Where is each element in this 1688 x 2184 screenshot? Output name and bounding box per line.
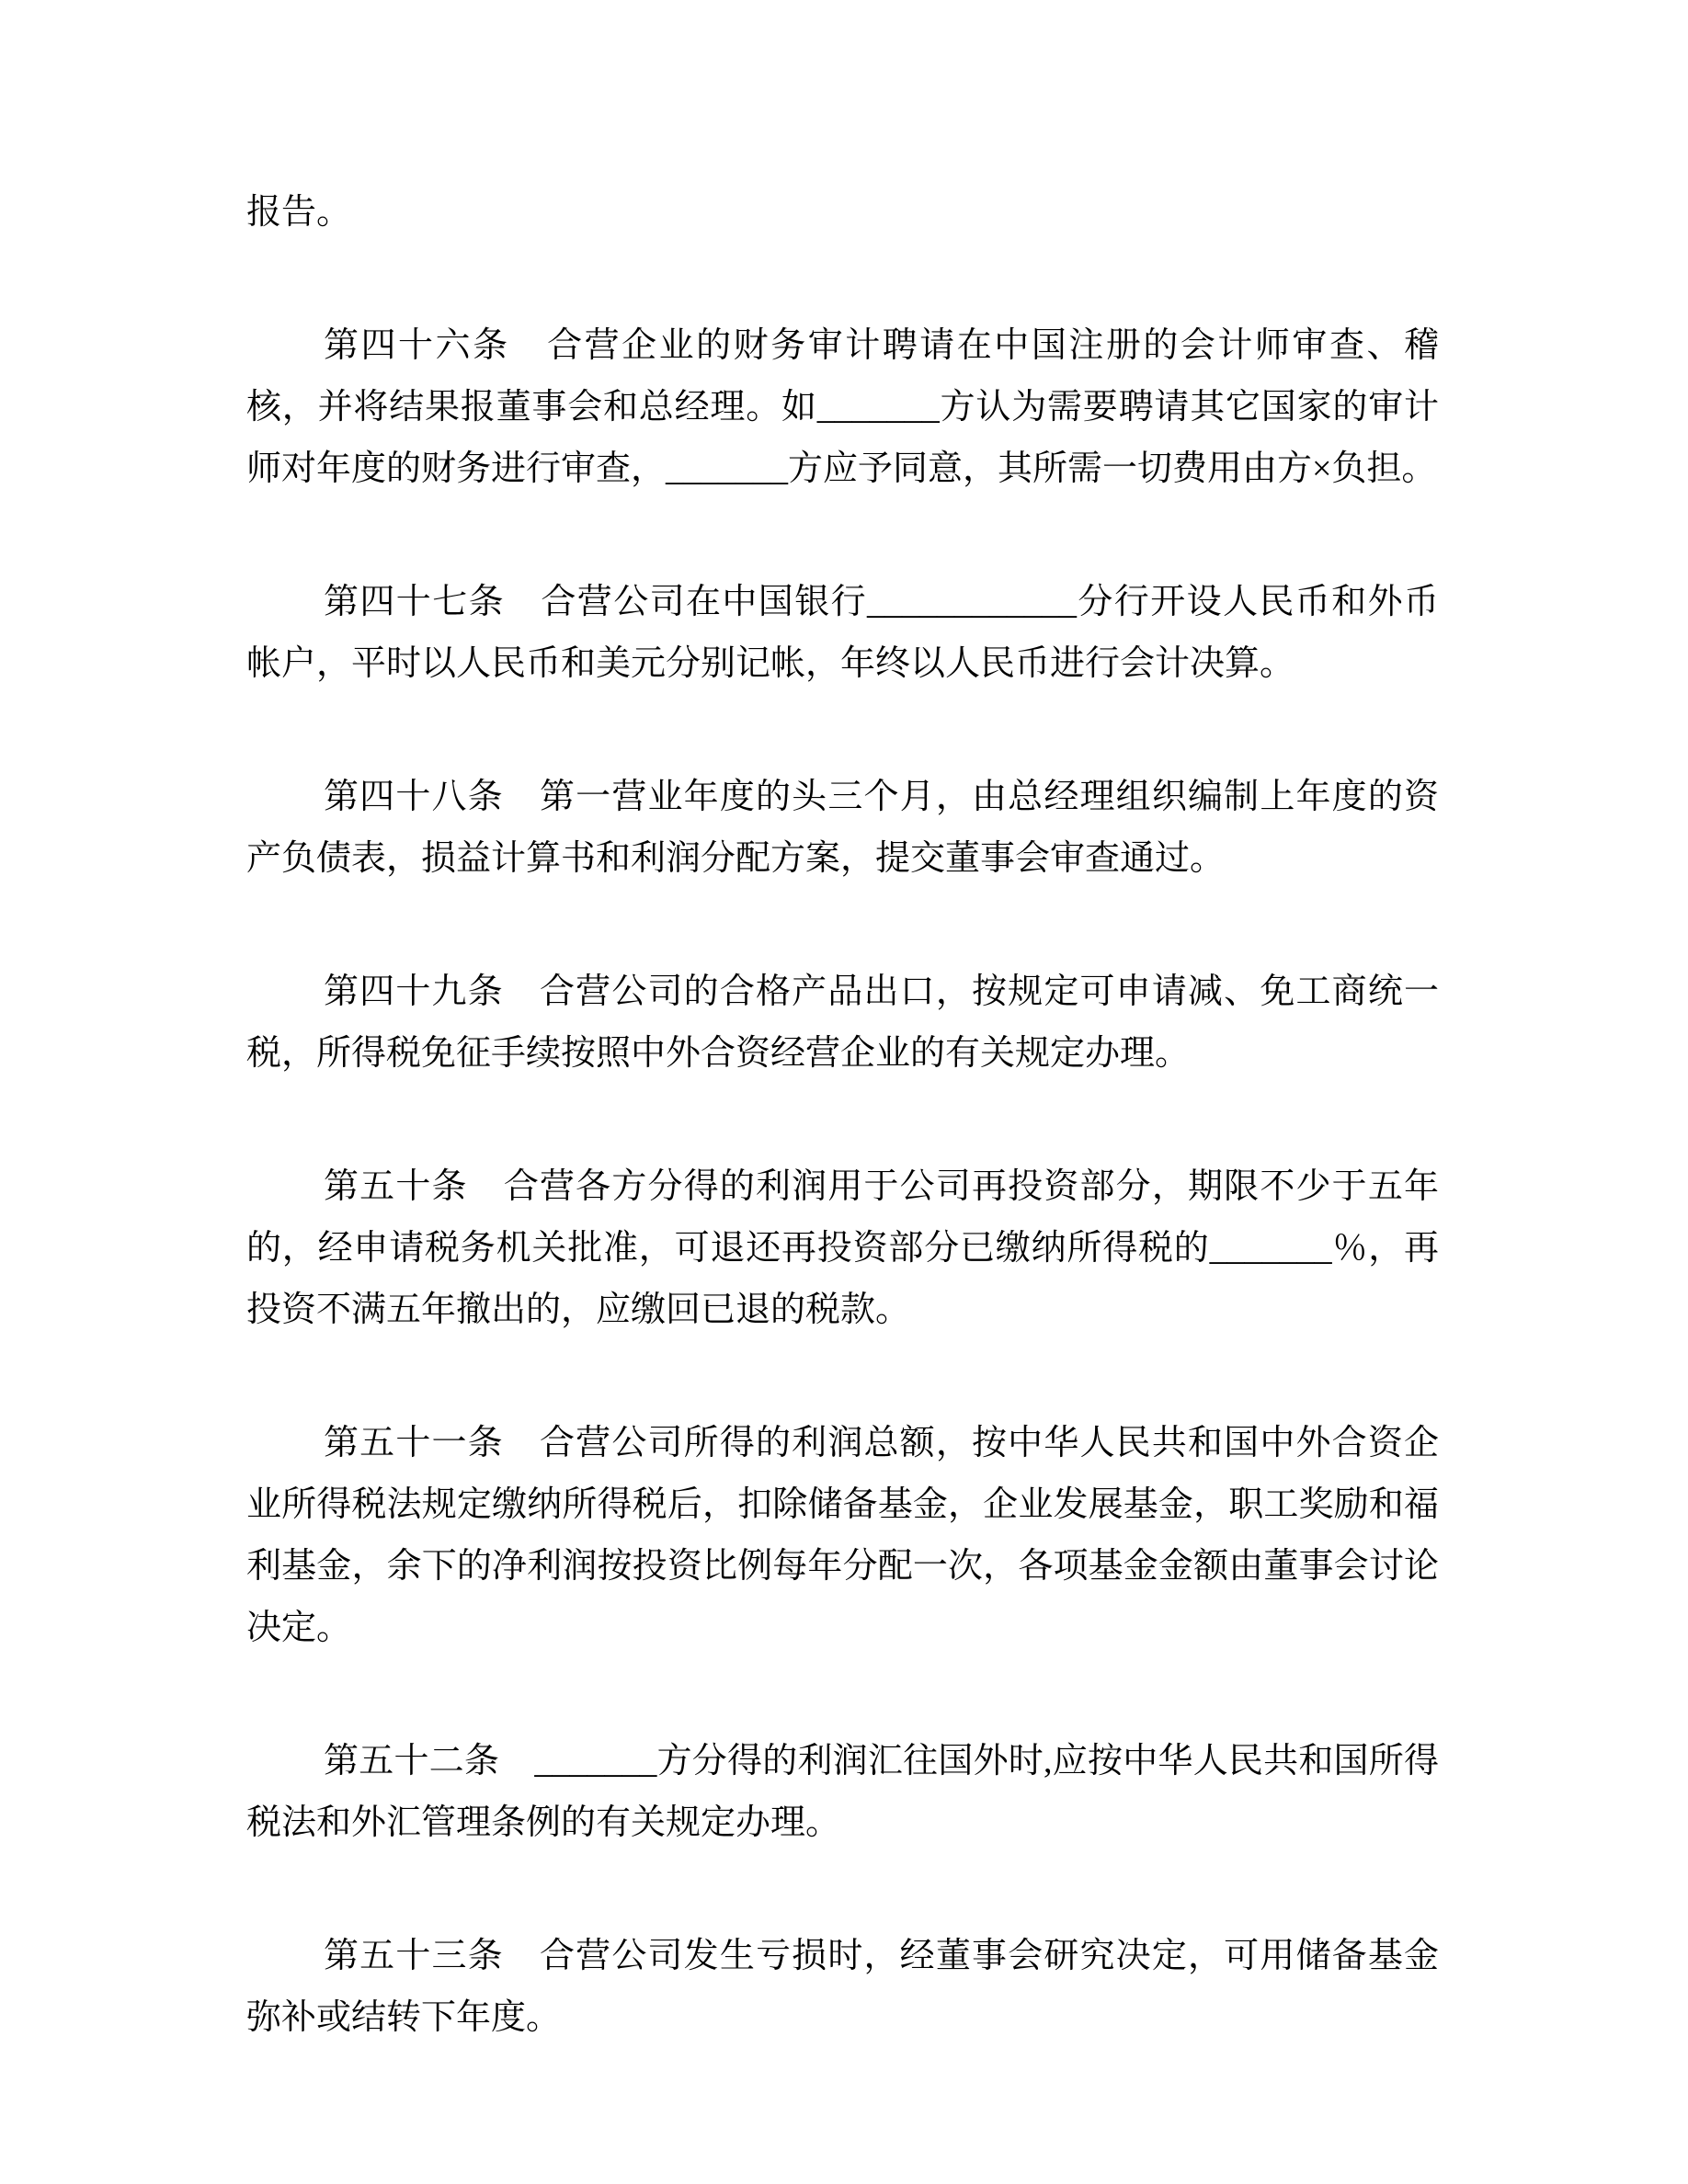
paragraph-article-53: 第五十三条 合营公司发生亏损时，经董事会研究决定，可用储备基金弥补或结转下年度。: [246, 1937, 1439, 2037]
paragraph-article-52: 第五十二条 _______方分得的利润汇往国外时,应按中华人民共和国所得税法和外汇管理条例的有关规定办理。: [246, 1742, 1439, 1842]
paragraph-article-47: 第四十七条 合营公司在中国银行____________分行开设人民币和外币帐户，平时以人民币和美元分别记帐，年终以人民币进行会计决算。: [246, 583, 1439, 683]
paragraph-report-continuation: 报告。: [246, 193, 352, 232]
paragraph-article-49: 第四十九条 合营公司的合格产品出口，按规定可申请减、免工商统一税，所得税免征手续按照中外合资经营企业的有关规定办理。: [246, 973, 1439, 1073]
paragraph-article-46: 第四十六条 合营企业的财务审计聘请在中国注册的会计师审查、稽核，并将结果报董事会和总经理。如_______方认为需要聘请其它国家的审计师对年度的财务进行审查，_______方应予同意，其所需一切费用由方×负担。: [246, 326, 1439, 488]
paragraph-article-48: 第四十八条 第一营业年度的头三个月，由总经理组织编制上年度的资产负债表，损益计算书和利润分配方案，提交董事会审查通过。: [246, 778, 1439, 878]
paragraph-article-51: 第五十一条 合营公司所得的利润总额，按中华人民共和国中外合资企业所得税法规定缴纳所得税后，扣除储备基金，企业发展基金，职工奖励和福利基金，余下的净利润按投资比例每年分配一次，各项基金金额由董事会讨论决定。: [246, 1424, 1439, 1647]
paragraph-article-50: 第五十条 合营各方分得的利润用于公司再投资部分，期限不少于五年的，经申请税务机关批准，可退还再投资部分已缴纳所得税的_______％，再投资不满五年撤出的，应缴回已退的税款。: [246, 1167, 1439, 1329]
